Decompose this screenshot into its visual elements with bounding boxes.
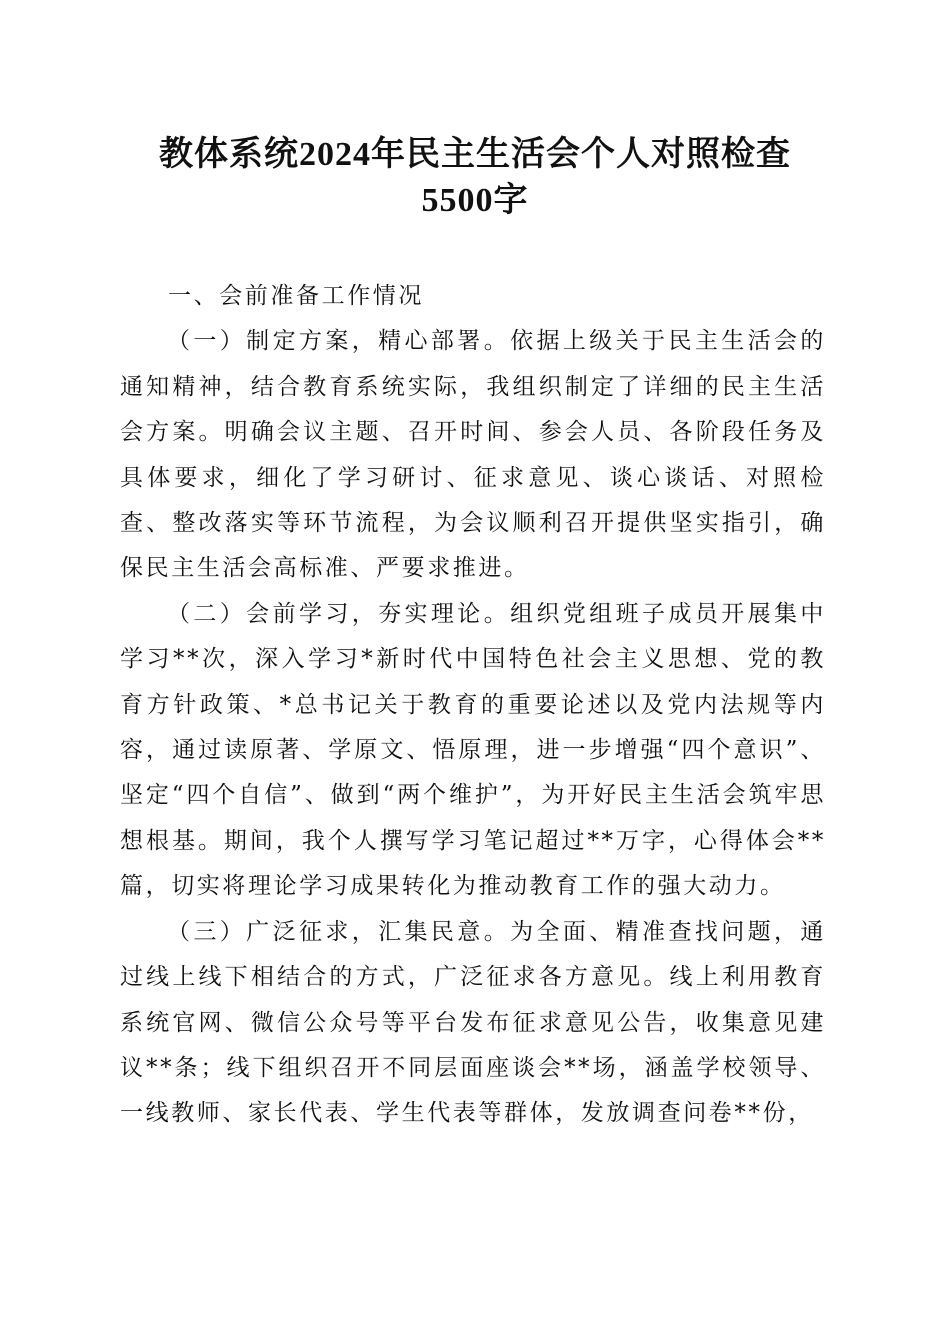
title-line-2: 5500字 (421, 182, 529, 219)
paragraph-3: （三）广泛征求，汇集民意。为全面、精准查找问题，通过线上线下相结合的方式，广泛征求各方意见。线上利用教育系统官网、微信公众号等平台发布征求意见公告，收集意见建议**条；线下组织召开不同层面座谈会**场，涵盖学校领导、一线教师、家长代表、学生代表等群体，发放调查问卷**份， (120, 918, 826, 1127)
paragraph-2: （二）会前学习，夯实理论。组织党组班子成员开展集中学习**次，深入学习*新时代中国特色社会主义思想、党的教育方针政策、*总书记关于教育的重要论述以及党内法规等内容，通过读原著、学原文、悟原理，进一步增强“四个意识”、坚定“四个自信”、做到“两个维护”，为开好民主生活会筑牢思想根基。期间，我个人撰写学习笔记超过**万字，心得体会**篇，切实将理论学习成果转化为推动教育工作的强大动力。 (120, 600, 826, 900)
section-heading: 一、会前准备工作情况 (168, 283, 424, 309)
paragraph-1: （一）制定方案，精心部署。依据上级关于民主生活会的通知精神，结合教育系统实际，我组织制定了详细的民主生活会方案。明确会议主题、召开时间、参会人员、各阶段任务及具体要求，细化了学习研讨、征求意见、谈心谈话、对照检查、整改落实等环节流程，为会议顺利召开提供坚实指引，确保民主生活会高标准、严要求推进。 (120, 328, 826, 582)
document-body (120, 274, 826, 1137)
title-line-1: 教体系统2024年民主生活会个人对照检查 (159, 136, 791, 173)
document-title (110, 132, 840, 224)
